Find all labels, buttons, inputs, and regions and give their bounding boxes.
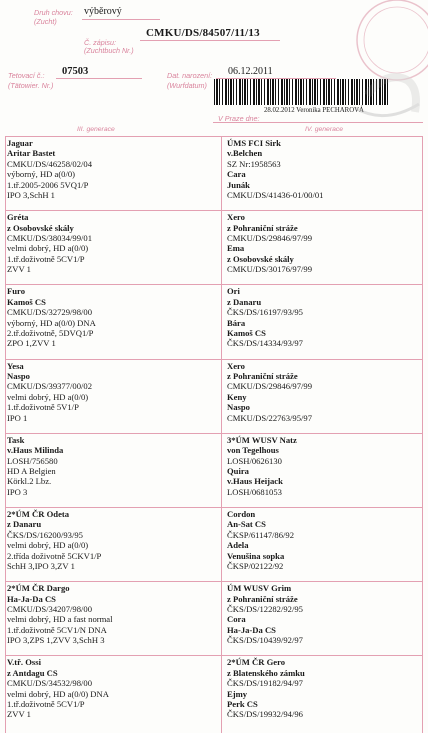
birth-date-label: Dat. narození: [167,71,213,80]
pedigree-line: 1.tř.doživotně 5V1/P [7,402,79,413]
grandparent-cell [227,657,305,719]
pedigree-line: Keny [227,391,247,402]
row-divider [5,433,423,434]
pedigree-line: Furo [7,286,25,297]
pedigree-line: z Pohraniční stráže [227,222,298,233]
row-divider [5,655,423,656]
pedigree-grid [5,126,423,733]
grandparent-cell [227,138,323,200]
pedigree-line: SZ Nr:1958563 [227,158,281,169]
pedigree-line: ČKS/DS/12282/92/95 [227,604,303,614]
row-divider [5,210,423,211]
grandparent-cell [227,509,294,571]
pedigree-line: von Tegelhous [227,445,279,456]
pedigree-line: z Danaru [7,519,42,530]
fci-stamp-icon [337,0,428,120]
pedigree-line: LOSH/756580 [7,455,58,466]
grandparent-cell [227,361,312,423]
pedigree-line: Adela [227,540,249,551]
row-divider [5,507,423,508]
sire-dam-cell [7,286,96,348]
grid-right-border [422,136,423,733]
pedigree-line: Kamoš CS [227,328,266,339]
pedigree-line: ZPO 1,ZVV 1 [7,338,56,349]
sire-dam-cell [7,657,109,719]
sire-dam-cell [7,435,63,497]
pedigree-line: Junák [227,179,250,190]
pedigree-line: 2.třída doživotně 5CKV1/P [7,550,102,561]
pedigree-line: Jaguar [7,138,33,148]
pedigree-line: výborný, HD a(0/0) [7,169,76,180]
breeding-type-value: výběrový [84,6,122,17]
grid-left-border [5,136,6,733]
pedigree-line: Cordon [227,509,256,519]
pedigree-line: v.Belchen [227,148,263,159]
pedigree-line: Körkl.2 Lbz. [7,476,52,487]
pedigree-line: ČKS/DS/14334/93/97 [227,338,303,349]
row-divider [5,581,423,582]
pedigree-line: ČKS/DS/16197/93/95 [227,307,303,318]
pedigree-line: Bára [227,317,246,328]
pedigree-line: ÚMS FCI Sirk [227,138,281,148]
pedigree-line: Gréta [7,212,29,223]
pedigree-line: Ori [227,286,240,297]
pedigree-line: Cora [227,614,246,625]
pedigree-line: 2*ÚM ČR Dargo [7,583,70,594]
signature-date-line: 28.02.2012 Veronika PECHAROVÁ [264,107,364,114]
pedigree-line: Ha-Ja-Da CS [7,593,56,604]
pedigree-line: Perk CS [227,699,258,710]
pedigree-line: 1.tř.doživotně 5CV1/N DNA [7,624,107,635]
pedigree-line: 2*ÚM ČR Gero [227,657,286,668]
grid-center-border [221,136,222,733]
pedigree-line: výborný, HD a(0/0) DNA [7,317,96,328]
pedigree-line: Naspo [227,402,250,413]
pedigree-line: CMKU/DS/29846/97/99 [227,233,312,243]
pedigree-line: CMKU/DS/34207/98/00 [7,604,92,614]
pedigree-line: 2*ÚM ČR Odeta [7,509,70,519]
pedigree-line: z Blatenského zámku [227,667,305,678]
pedigree-line: z Osobovské skály [7,222,74,233]
pedigree-line: Ema [227,243,245,254]
pedigree-line: Ha-Ja-Da CS [227,624,276,635]
pedigree-line: CMKU/DS/22763/95/97 [227,412,312,423]
sire-dam-cell [7,138,92,200]
pedigree-line: ČKSP/02122/92 [227,561,284,572]
pedigree-line: ZVV 1 [7,709,31,720]
issued-in-prague-label: V Praze dne: [218,114,260,123]
breeding-type-label: Druh chovu: [34,8,73,17]
breeding-type-underline [82,19,160,20]
pedigree-line: LOSH/0626130 [227,455,282,466]
pedigree-line: Naspo [7,371,30,381]
breeding-type-label-de: (Zucht) [34,17,57,26]
pedigree-line: velmi dobrý, HD a(0/0) DNA [7,688,109,699]
sire-dam-cell [7,212,92,274]
pedigree-line: CMKU/DS/39377/00/02 [7,381,92,392]
pedigree-line: z Osobovské skály [227,253,294,264]
sire-dam-cell [7,361,92,423]
registration-label-de: (Zuchtbuch Nr.) [84,46,134,55]
pedigree-line: 2.tř.doživotně, 5DVQ1/P [7,328,94,339]
pedigree-line: CMKU/DS/41436-01/00/01 [227,190,324,201]
pedigree-line: Task [7,434,25,445]
pedigree-line: LOSH/0681053 [227,486,282,497]
grandparent-cell [227,286,303,348]
pedigree-line: 3*ÚM WUSV Natz [227,434,297,445]
pedigree-line: Xero [227,360,245,371]
pedigree-line: velmi dobrý, HD a fast normal [7,614,113,625]
pedigree-line: velmi dobrý, HD a(0/0) [7,540,89,551]
row-divider [5,284,423,285]
row-divider [5,359,423,360]
pedigree-line: ČKS/DS/10439/92/97 [227,635,303,646]
pedigree-line: z Pohraniční stráže [227,371,298,381]
pedigree-line: 1.tř.doživotně 5CV1/P [7,699,85,710]
pedigree-line: Aritar Bastet [7,148,56,159]
pedigree-line: CMKU/DS/30176/97/99 [227,264,312,275]
gen4-header: IV. generace [305,126,344,133]
pedigree-line: CMKU/DS/29846/97/99 [227,381,312,392]
pedigree-line: 1.tř.doživotně 5CV1/P [7,253,85,264]
pedigree-line: CMKU/DS/38034/99/01 [7,233,92,243]
pedigree-line: Kamoš CS [7,296,46,307]
sire-dam-cell [7,583,113,645]
pedigree-line: V.tř. Ossi [7,657,41,668]
pedigree-line: Quira [227,466,249,477]
birth-date: 06.12.2011 [228,66,273,77]
tattoo-label: Tetovací č.: [8,71,45,80]
pedigree-line: ÚM WUSV Grim [227,583,292,594]
pedigree-line: Cara [227,169,246,180]
tattoo-label-de: (Tätowier. Nr.) [8,81,54,90]
pedigree-line: IPO 1 [7,412,28,423]
pedigree-line: CMKU/DS/32729/98/00 [7,307,92,318]
pedigree-line: CMKU/DS/46258/02/04 [7,158,92,169]
tattoo-underline [56,78,142,79]
pedigree-line: ČKS/DS/16200/93/95 [7,529,83,540]
registration-number: CMKU/DS/84507/11/13 [146,27,260,39]
pedigree-line: 1.tř.2005-2006 5VQ1/P [7,179,89,190]
pedigree-line: Xero [227,212,245,223]
tattoo-number: 07503 [62,66,89,77]
pedigree-line: ČKSP/61147/86/92 [227,529,295,540]
pedigree-line: IPO 3 [7,486,28,497]
grid-top-border [5,136,423,137]
pedigree-line: SchH 3,IPO 3,ZV 1 [7,561,75,572]
pedigree-line: velmi dobrý, HD a(0/0) [7,243,89,254]
pedigree-line: IPO 3,ZPS 1,ZVV 3,SchH 3 [7,635,105,646]
issued-underline [213,122,423,123]
registration-underline [140,40,280,41]
pedigree-line: An-Sat CS [227,519,266,530]
pedigree-line: v.Haus Milinda [7,445,64,456]
gen3-header: III. generace [77,126,115,133]
sire-dam-cell [7,509,101,571]
pedigree-line: HD A Belgien [7,466,56,477]
pedigree-line: z Danaru [227,296,262,307]
birth-date-label-de: (Wurfdatum) [167,81,207,90]
pedigree-line: ČKS/DS/19182/94/97 [227,678,303,689]
registration-label: Č. zápisu: [84,38,116,47]
pedigree-line: IPO 3,SchH 1 [7,190,55,201]
pedigree-line: CMKU/DS/34532/98/00 [7,678,92,689]
pedigree-line: Ejmy [227,688,248,699]
grandparent-cell [227,212,312,274]
pedigree-line: velmi dobrý, HD a(0/0) [7,391,89,402]
pedigree-line: v.Haus Heijack [227,476,283,487]
pedigree-line: ČKS/DS/19932/94/96 [227,709,303,720]
pedigree-line: z Pohraniční stráže [227,593,298,604]
pedigree-line: Venušina sopka [227,550,285,561]
pedigree-line: ZVV 1 [7,264,31,275]
grandparent-cell [227,435,297,497]
pedigree-line: z Antdagu CS [7,667,58,678]
grandparent-cell [227,583,303,645]
pedigree-line: Yesa [7,360,24,371]
